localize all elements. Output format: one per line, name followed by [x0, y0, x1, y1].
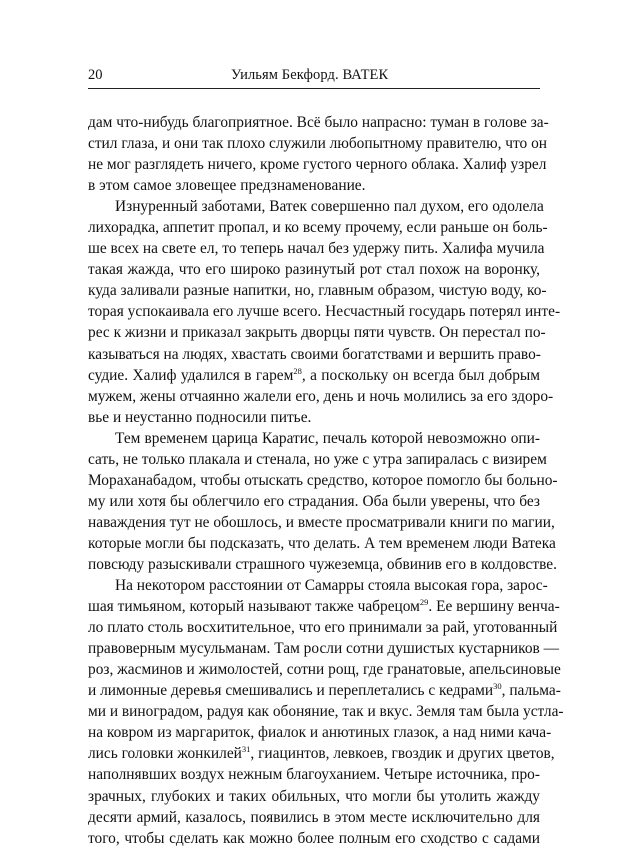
text-line: такая жажда, что его широко разинутый рот стал похож на воронку,: [88, 261, 540, 279]
text-line: правоверным мусульманам. Там росли сотни душистых кустарников —: [88, 640, 560, 658]
text-line: шая тимьяном, который называют также чабрецом$^{29}$. Ее вершину венча-: [88, 597, 560, 616]
text-line: на ковром из маргариток, фиалок и анютиных глазок, а над ними кача-: [88, 724, 552, 742]
text-line: дам что-нибудь благоприятное. Всё было напрасно: туман в голове за-: [88, 114, 549, 131]
text-line: казываться на людях, хвастать своими богатствами и вершить право-: [88, 345, 541, 363]
running-header: [88, 66, 540, 89]
running-head-title: Уильям Бекфорд. ВАТЕК: [231, 67, 389, 83]
footnote-ref: 28: [293, 365, 302, 376]
text-line: Мораханабадом, чтобы отыскать средство, которое помогло бы больно-: [88, 471, 558, 489]
text-line: судие. Халиф удалился в гарем$^{28}$, а поскольку он всегда был добрым: [88, 365, 540, 384]
text-line: десяти армий, казалось, появились в этом месте исключительно для: [88, 808, 540, 826]
text-line: ло плато столь восхитительное, что его принимали за рай, уготованный: [88, 619, 558, 637]
footnote-ref: 29: [419, 597, 429, 608]
text-line: стил глаза, и они так плохо служили любопытному правителю, что он: [88, 135, 548, 153]
text-line: На некотором расстоянии от Самарры стояла высокая гора, зарос-: [115, 577, 548, 595]
text-line: лихорадка, аппетит пропал, и ко всему прочему, если раньше он боль-: [88, 219, 548, 237]
text-line: в этом самое зловещее предзнаменование.: [88, 177, 366, 195]
text-line: рес к жизни и приказал закрыть дворцы пяти чувств. Он перестал по-: [88, 324, 546, 342]
text-line: мужем, жены отчаянно жалели его, день и ночь молились за его здоро-: [88, 387, 554, 405]
text-line: наваждения тут не обошлось, и вместе просматривали книги по магии,: [88, 513, 555, 531]
text-line: того, чтобы сделать как можно более полным его сходство с садами: [88, 829, 540, 847]
text-line: роз, жасминов и жимолостей, сотни рощ, где гранатовые, апельсиновые: [88, 661, 561, 679]
text-line: лись головки жонкилей$^{31}$, гиацинтов, левкоев, гвоздик и других цветов,: [88, 744, 555, 763]
text-line: Тем временем царица Каратис, печаль которой невозможно опи-: [115, 429, 540, 447]
body-text: [88, 112, 564, 849]
text-line: торая успокаивала его лучше всего. Несчастный государь потерял инте-: [88, 303, 561, 321]
text-line: которые могли бы подсказать, что делать. А тем временем люди Ватека: [88, 534, 556, 552]
text-line: наполнявших воздух нежным благоуханием. Четыре источника, про-: [88, 766, 540, 784]
text-line: повсюду разыскивали страшного чужеземца, обвинив его в колдовстве.: [88, 555, 557, 573]
text-line: сать, не только плакала и стенала, но уже с утра запиралась с визирем: [88, 450, 547, 468]
text-line: ше всех на свете ел, то теперь начал без удержу пить. Халифа мучила: [88, 240, 545, 258]
text-line: не мог разглядеть ничего, кроме густого черного облака. Халиф узрел: [88, 156, 547, 174]
text-line: и лимонные деревья смешивались и переплетались с кедрами$^{30}$, пальма-: [88, 681, 561, 700]
footnote-ref: 30: [493, 681, 502, 692]
text-line: ми и виноградом, радуя как обоняние, так и вкус. Земля там была устла-: [88, 703, 564, 721]
text-line: куда заливали разные напитки, но, главным образом, чистую воду, ко-: [88, 282, 547, 300]
text-line: вье и неустанно подносили питье.: [88, 408, 312, 426]
footnote-ref: 31: [241, 744, 251, 755]
text-line: Изнуренный заботами, Ватек совершенно пал духом, его одолела: [115, 198, 544, 216]
page-number: 20: [88, 67, 103, 83]
text-line: му или хотя бы облегчило его страдания. Оба были уверены, что без: [88, 492, 540, 510]
text-line: зрачных, глубоких и таких обильных, что могли бы утолить жажду: [88, 787, 540, 805]
